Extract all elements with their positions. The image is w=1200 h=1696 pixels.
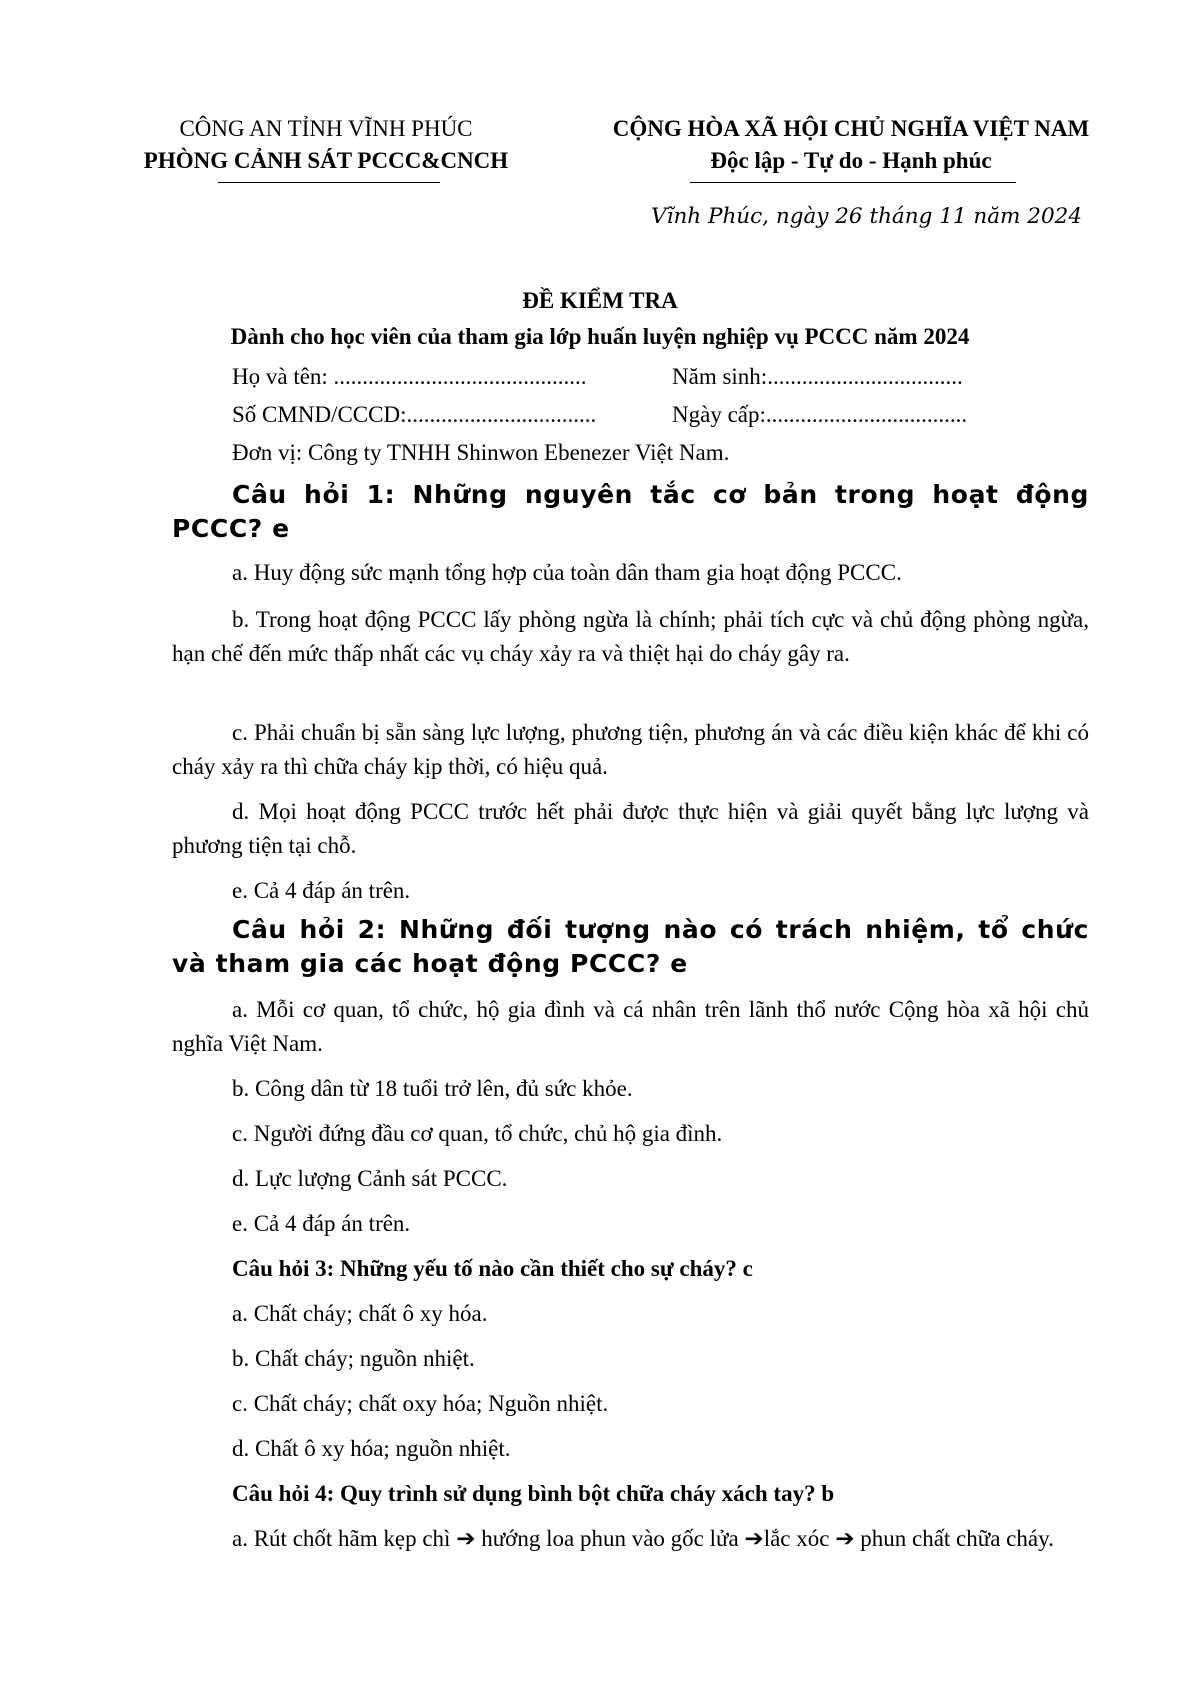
national-title: CỘNG HÒA XÃ HỘI CHỦ NGHĨA VIỆT NAM	[612, 116, 1090, 141]
date-line: Vĩnh Phúc, ngày 26 tháng 11 năm 2024	[651, 204, 1082, 229]
document-title: ĐỀ KIỂM TRA	[522, 288, 678, 313]
question-4-option-a: a. Rút chốt hãm kẹp chì ➔ hướng loa phun vào gốc lửa ➔lắc xóc ➔ phun chất chữa cháy.	[232, 1526, 1054, 1551]
department-name: PHÒNG CẢNH SÁT PCCC&CNCH	[143, 148, 509, 173]
document-subtitle: Dành cho học viên của tham gia lớp huấn luyện nghiệp vụ PCCC năm 2024	[230, 324, 970, 349]
left-header-underline	[218, 182, 440, 183]
question-3-option-b: b. Chất cháy; nguồn nhiệt.	[232, 1346, 475, 1371]
question-1-title: Câu hỏi 1: Những nguyên tắc cơ bản trong hoạt động PCCC? e	[172, 480, 1089, 543]
question-1-option-a: a. Huy động sức mạnh tổng hợp của toàn dân tham gia hoạt động PCCC.	[232, 560, 902, 585]
name-field-label: Họ và tên: ............................................	[232, 364, 587, 389]
question-1-option-e: e. Cả 4 đáp án trên.	[232, 878, 411, 903]
right-header-underline	[690, 182, 1016, 183]
question-1-option-b: b. Trong hoạt động PCCC lấy phòng ngừa là chính; phải tích cực và chủ động phòng ngừa, hạn chế đến mức thấp nhất các vụ cháy xảy ra và thiệt hại do cháy gây ra.	[172, 607, 1089, 666]
question-3-option-d: d. Chất ô xy hóa; nguồn nhiệt.	[232, 1436, 511, 1461]
question-3-option-a: a. Chất cháy; chất ô xy hóa.	[232, 1301, 488, 1326]
question-2-option-a: a. Mỗi cơ quan, tổ chức, hộ gia đình và cá nhân trên lãnh thổ nước Cộng hòa xã hội chủ nghĩa Việt Nam.	[172, 997, 1089, 1056]
id-field-label: Số CMND/CCCD:.................................	[232, 402, 597, 427]
issue-date-label: Ngày cấp:...................................	[672, 402, 968, 427]
question-1-option-c: c. Phải chuẩn bị sẵn sàng lực lượng, phương tiện, phương án và các điều kiện khác để khi có cháy xảy ra thì chữa cháy kịp thời, có hiệu quả.	[172, 720, 1089, 779]
question-3-title: Câu hỏi 3: Những yếu tố nào cần thiết cho sự cháy? c	[232, 1256, 753, 1281]
birth-field-label: Năm sinh:..................................	[672, 364, 963, 389]
name-birth-row	[232, 364, 963, 390]
agency-name: CÔNG AN TỈNH VĨNH PHÚC	[179, 116, 473, 141]
question-2-option-b: b. Công dân từ 18 tuổi trở lên, đủ sức khỏe.	[232, 1076, 633, 1101]
question-2-option-d: d. Lực lượng Cảnh sát PCCC.	[232, 1166, 508, 1191]
question-2-title: Câu hỏi 2: Những đối tượng nào có trách nhiệm, tổ chức và tham gia các hoạt động PCCC? e	[172, 915, 1089, 978]
national-motto: Độc lập - Tự do - Hạnh phúc	[710, 148, 992, 173]
question-1-option-d: d. Mọi hoạt động PCCC trước hết phải được thực hiện và giải quyết bằng lực lượng và phương tiện tại chỗ.	[172, 799, 1089, 858]
unit-line: Đơn vị: Công ty TNHH Shinwon Ebenezer Việt Nam.	[232, 440, 730, 465]
question-4-title: Câu hỏi 4: Quy trình sử dụng bình bột chữa cháy xách tay? b	[232, 1481, 835, 1506]
question-2-option-c: c. Người đứng đầu cơ quan, tổ chức, chủ hộ gia đình.	[232, 1121, 723, 1146]
question-2-option-e: e. Cả 4 đáp án trên.	[232, 1211, 411, 1236]
id-issue-row	[232, 402, 968, 428]
question-3-option-c: c. Chất cháy; chất oxy hóa; Nguồn nhiệt.	[232, 1391, 609, 1416]
